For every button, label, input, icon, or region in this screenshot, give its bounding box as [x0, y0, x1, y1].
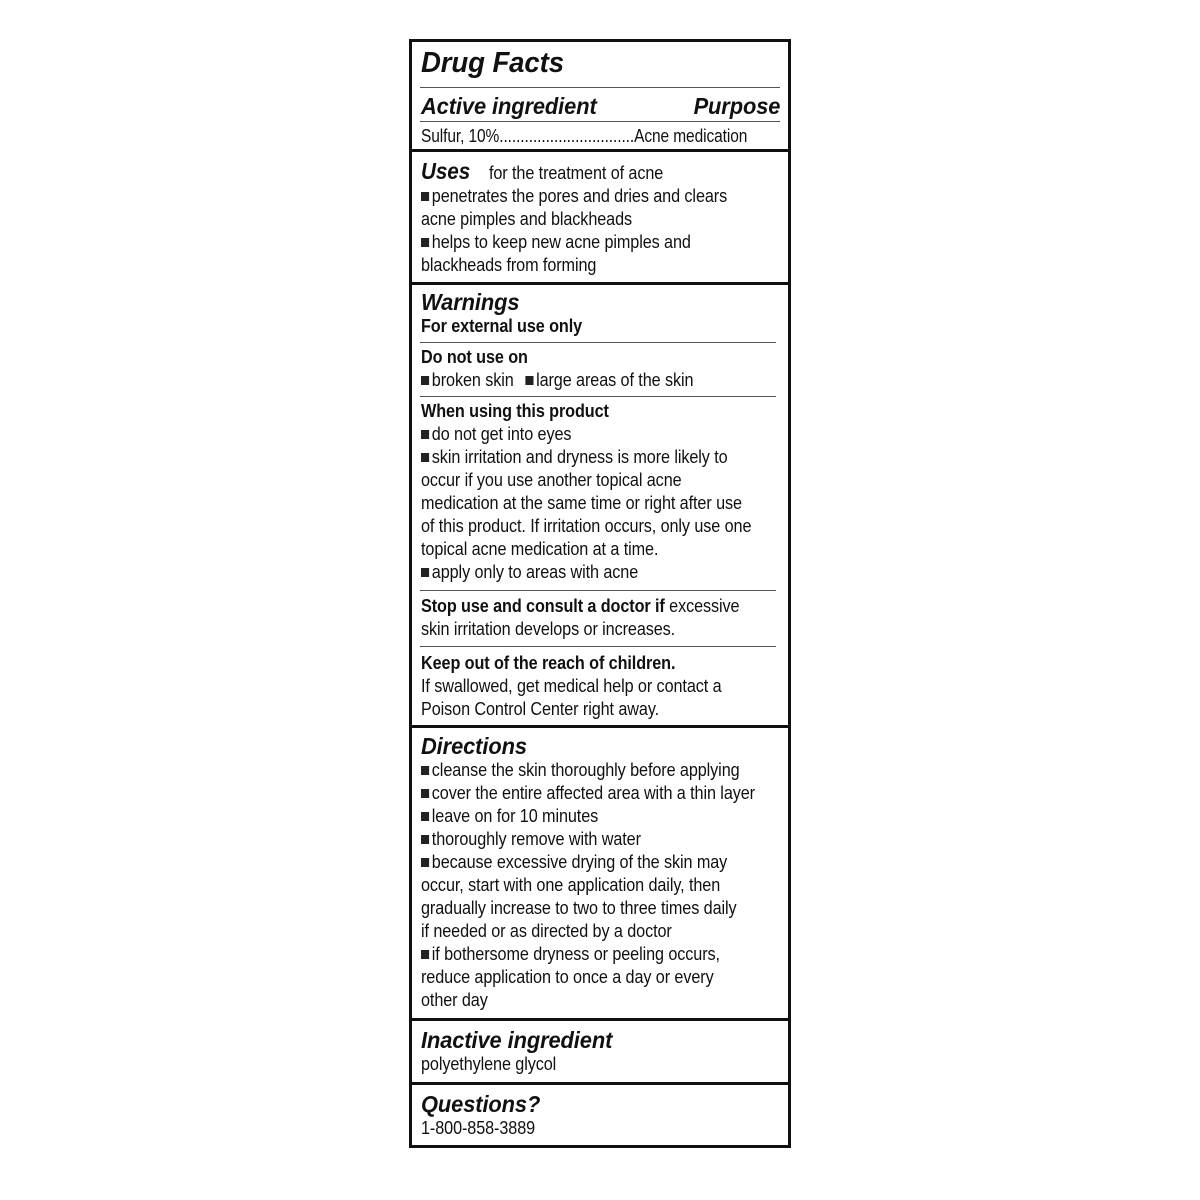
bullet-square-icon: [421, 835, 429, 844]
directions-item: if bothersome dryness or peeling occurs,: [421, 943, 720, 966]
directions-item: cover the entire affected area with a thin layer: [421, 782, 755, 805]
section-divider: [412, 1082, 788, 1085]
stop-use-rest: excessive: [669, 596, 740, 616]
keep-out-line-2: Poison Control Center right away.: [421, 699, 660, 719]
directions-line: occur, start with one application daily, then: [421, 875, 721, 895]
bullet-square-icon: [525, 376, 533, 385]
bullet-square-icon: [421, 858, 429, 867]
directions-item: cleanse the skin thoroughly before applying: [421, 759, 740, 782]
when-using-item-3: apply only to areas with acne: [421, 561, 638, 584]
do-not-use-items: broken skin large areas of the skin: [421, 369, 693, 392]
uses-item-2: helps to keep new acne pimples and: [421, 231, 691, 254]
directions-item: thoroughly remove with water: [421, 828, 641, 851]
section-divider: [412, 725, 788, 728]
bullet-square-icon: [421, 766, 429, 775]
bullet-square-icon: [421, 812, 429, 821]
when-using-item-2: skin irritation and dryness is more likely to: [421, 446, 728, 469]
active-ingredient-row: Sulfur, 10%................................Acne medication: [421, 126, 748, 146]
keep-out-heading: Keep out of the reach of children.: [421, 653, 676, 673]
when-using-heading: When using this product: [421, 401, 609, 421]
drug-facts-panel: [409, 39, 791, 1148]
bullet-square-icon: [421, 950, 429, 959]
warnings-rule: [420, 342, 776, 343]
title-rule: [420, 87, 780, 88]
inactive-ingredient-heading: Inactive ingredient: [421, 1027, 613, 1053]
bullet-square-icon: [421, 568, 429, 577]
directions-line: gradually increase to two to three times daily: [421, 898, 737, 918]
purpose-heading: Purpose: [693, 93, 780, 119]
inactive-ingredient-text: polyethylene glycol: [421, 1054, 557, 1074]
directions-item: leave on for 10 minutes: [421, 805, 598, 828]
when-using-line: topical acne medication at a time.: [421, 539, 659, 559]
drug-facts-title: Drug Facts: [421, 47, 564, 79]
section-divider: [412, 282, 788, 285]
do-not-use-heading: Do not use on: [421, 347, 528, 367]
external-use-text: For external use only: [421, 316, 583, 336]
active-rule: [420, 121, 780, 122]
keep-out-line-1: If swallowed, get medical help or contact a: [421, 676, 722, 696]
uses-item-1-cont: acne pimples and blackheads: [421, 209, 633, 229]
uses-intro: for the treatment of acne: [488, 163, 664, 183]
section-divider: [412, 149, 788, 152]
directions-heading: Directions: [421, 733, 527, 759]
directions-line: other day: [421, 990, 488, 1010]
when-using-line: occur if you use another topical acne: [421, 470, 682, 490]
directions-line: if needed or as directed by a doctor: [421, 921, 672, 941]
bullet-square-icon: [421, 430, 429, 439]
questions-heading: Questions?: [421, 1091, 541, 1117]
do-not-use-rule: [420, 396, 776, 397]
uses-item-1: penetrates the pores and dries and clears: [421, 185, 727, 208]
warnings-heading: Warnings: [421, 289, 520, 315]
stop-use-line-2: skin irritation develops or increases.: [421, 619, 676, 639]
active-ingredient-heading: Active ingredient: [421, 93, 597, 119]
stop-use-bold: Stop use and consult a doctor if: [421, 596, 665, 616]
when-using-line: of this product. If irritation occurs, only use one: [421, 516, 752, 536]
questions-phone: 1-800-858-3889: [421, 1118, 536, 1138]
when-using-item-1: do not get into eyes: [421, 423, 571, 446]
uses-heading: Uses: [421, 158, 471, 184]
bullet-square-icon: [421, 453, 429, 462]
uses-line: [421, 157, 663, 185]
bullet-square-icon: [421, 238, 429, 247]
bullet-square-icon: [421, 789, 429, 798]
directions-line: reduce application to once a day or every: [421, 967, 714, 987]
when-using-line: medication at the same time or right after use: [421, 493, 742, 513]
stop-use-line: [421, 595, 739, 618]
bullet-square-icon: [421, 376, 429, 385]
bullet-square-icon: [421, 192, 429, 201]
stop-use-rule: [420, 646, 776, 647]
when-using-rule: [420, 590, 776, 591]
directions-item: because excessive drying of the skin may: [421, 851, 727, 874]
section-divider: [412, 1018, 788, 1021]
uses-item-2-cont: blackheads from forming: [421, 255, 597, 275]
